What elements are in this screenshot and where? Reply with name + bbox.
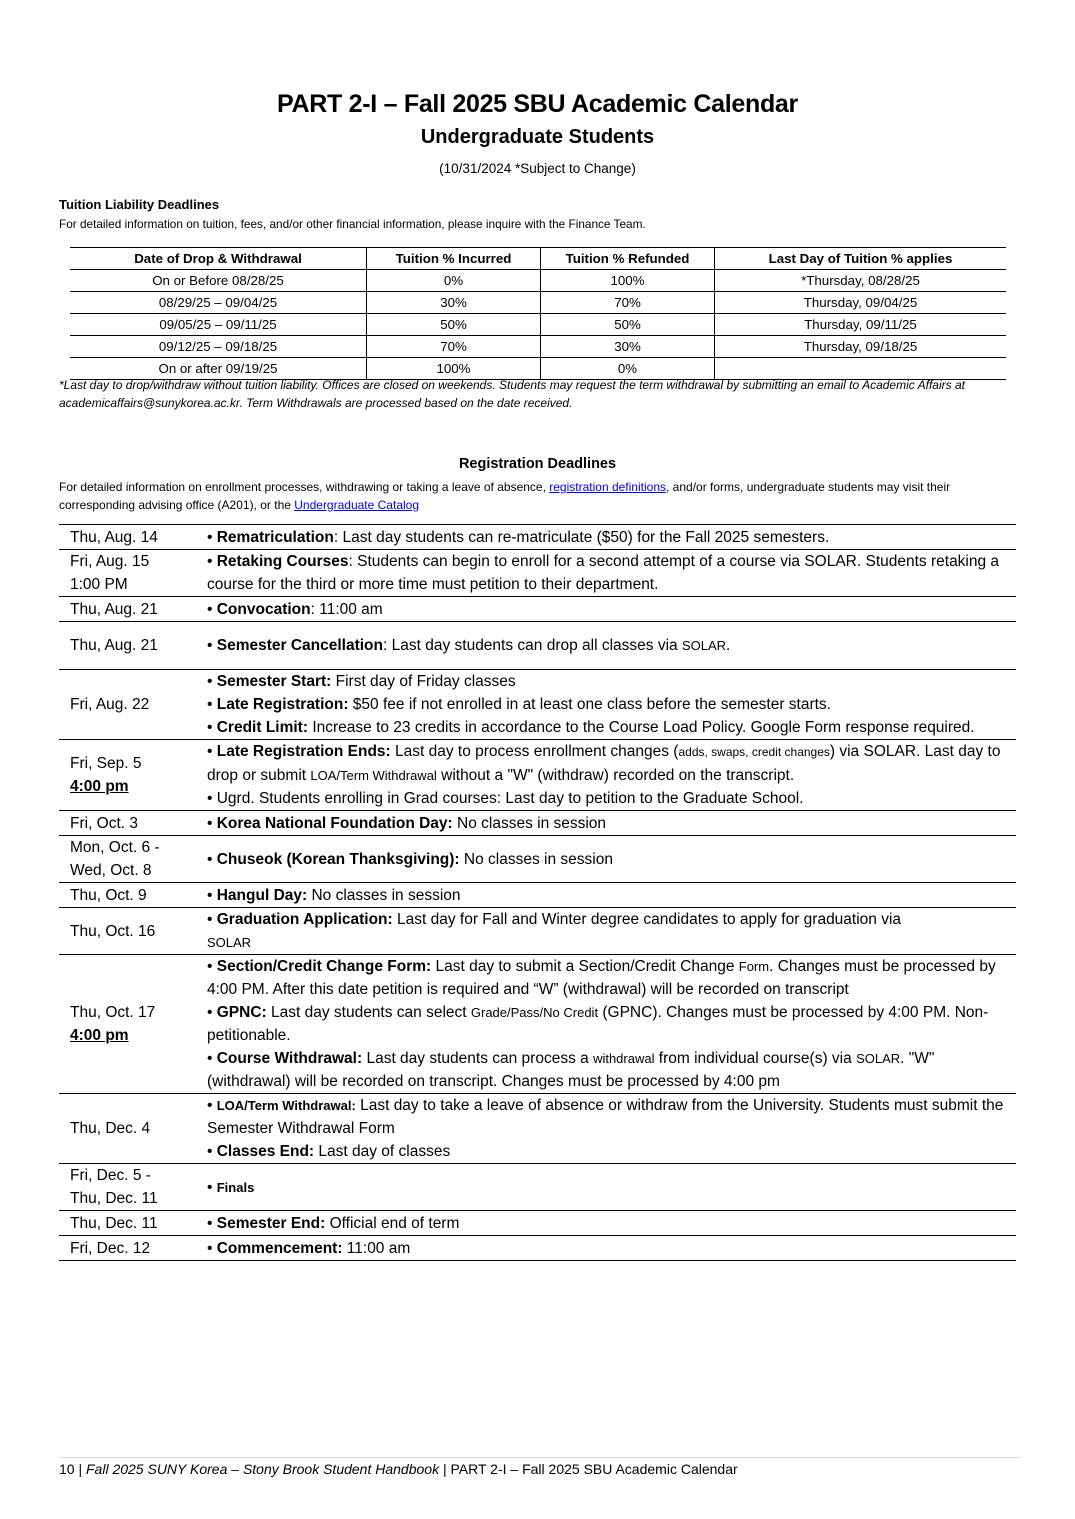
event-label: Commencement: (216, 1239, 343, 1257)
event-label: Semester End: (216, 1214, 326, 1232)
time-text: 4:00 pm (70, 1027, 129, 1044)
event-text-small: adds, swaps, credit changes (678, 745, 830, 759)
event-text-small: LOA/Term Withdrawal (310, 768, 437, 783)
cell: 50% (367, 314, 541, 336)
desc-cell: • Commencement: 11:00 am (207, 1236, 1016, 1261)
event-text: Ugrd. Students enrolling in Grad courses: Last day to petition to the Graduate School. (216, 790, 804, 807)
event-text-small: SOLAR (856, 1051, 901, 1066)
desc-cell: • Semester Start: First day of Friday classes • Late Registration: $50 fee if not enrolled in at least one class before the semester starts. • Credit Limit: Increase to 23 credits in accordance to the Course Load Policy. Google Form response required. (207, 670, 1016, 740)
handbook-title: Fall 2025 SUNY Korea – Stony Brook Student Handbook (86, 1461, 440, 1477)
event-text: No classes in session (452, 814, 607, 832)
date-cell (59, 836, 207, 883)
cell: Thursday, 09/11/25 (715, 314, 1007, 336)
revision-note: (10/31/2024 *Subject to Change) (439, 161, 636, 176)
calendar-row (59, 740, 1016, 811)
date-text: Fri, Aug. 15 (70, 553, 150, 570)
desc-cell: • LOA/Term Withdrawal: Last day to take a leave of absence or withdraw from the University. Students must submit the Semester Withdrawal Form • Classes End: Last day of classes (207, 1094, 1016, 1164)
event-text: Last day students can process a (362, 1050, 594, 1067)
desc-cell: • Convocation: 11:00 am (207, 597, 1016, 622)
date-cell: Thu, Oct. 9 (59, 883, 207, 908)
page-subtitle: Undergraduate Students (420, 126, 655, 148)
event-text-small: withdrawal (593, 1051, 655, 1066)
date-text: Wed, Oct. 8 (70, 862, 152, 879)
cell: 09/12/25 – 09/18/25 (70, 336, 367, 358)
event-text-small: Form (738, 959, 770, 974)
date-text: Thu, Dec. 11 (70, 1190, 158, 1207)
table-row (70, 270, 1006, 292)
time-text: 4:00 pm (70, 778, 129, 795)
registration-description (59, 478, 1021, 514)
event-text-small: Grade/Pass/No Credit (470, 1005, 599, 1020)
event-text: without a "W" (withdraw) recorded on the transcript. (436, 767, 795, 784)
date-text: Fri, Sep. 5 (70, 755, 142, 772)
calendar-row (59, 550, 1016, 597)
undergraduate-catalog-link[interactable]: Undergraduate Catalog (294, 498, 420, 512)
tuition-table (70, 247, 1006, 380)
event-label: Retaking Courses (216, 553, 349, 570)
event-label: Convocation (216, 600, 311, 618)
date-cell: Fri, Aug. 22 (59, 670, 207, 740)
event-text: : Last day students can drop all classes via (383, 637, 682, 654)
calendar-row (59, 811, 1016, 836)
desc-cell: • Late Registration Ends: Last day to process enrollment changes (adds, swaps, credit changes) via SOLAR. Last day to drop or submit LOA/Term Withdrawal without a "W" (withdraw) recorded on the transcript. • Ugrd. Students enrolling in Grad courses: Last day to petition to the Graduate School. (207, 740, 1016, 811)
desc-cell: • Semester Cancellation: Last day students can drop all classes via SOLAR. (207, 622, 1016, 670)
page-title: PART 2-I – Fall 2025 SBU Academic Calendar (277, 90, 798, 118)
tuition-header-row (70, 248, 1006, 270)
event-label: Late Registration Ends: (216, 743, 391, 760)
cell: *Thursday, 08/28/25 (715, 270, 1007, 292)
cell: 30% (541, 336, 715, 358)
calendar-row (59, 908, 1016, 955)
desc-text: , and/or forms, undergraduate students may visit their corresponding advising office (A201), or the (59, 480, 951, 512)
date-cell: Thu, Aug. 21 (59, 597, 207, 622)
date-cell: Thu, Dec. 11 (59, 1211, 207, 1236)
desc-cell: • Retaking Courses: Students can begin to enroll for a second attempt of a course via SOLAR. Students retaking a course for the third or more time must petition to their department. (207, 550, 1016, 597)
date-text: Fri, Dec. 5 - (70, 1167, 151, 1184)
section-title: PART 2-I – Fall 2025 SBU Academic Calendar (450, 1461, 738, 1477)
registration-calendar-table (59, 524, 1016, 1261)
date-cell: Thu, Dec. 4 (59, 1094, 207, 1164)
event-text-small: SOLAR (681, 638, 727, 653)
desc-cell: • Hangul Day: No classes in session (207, 883, 1016, 908)
event-label: Credit Limit: (216, 719, 309, 736)
event-text: Last day for Fall and Winter degree candidates to apply for graduation via (392, 911, 902, 928)
event-label: Finals (216, 1179, 255, 1195)
cell: 0% (367, 270, 541, 292)
date-cell (59, 955, 207, 1094)
registration-definitions-link[interactable]: registration definitions (549, 480, 666, 494)
cell: 09/05/25 – 09/11/25 (70, 314, 367, 336)
col-refunded: Tuition % Refunded (541, 248, 715, 270)
event-label: Section/Credit Change Form: (216, 958, 432, 975)
date-cell: Fri, Oct. 3 (59, 811, 207, 836)
table-row (70, 314, 1006, 336)
event-text: Increase to 23 credits in accordance to the Course Load Policy. Google Form response required. (308, 719, 975, 736)
registration-heading: Registration Deadlines (458, 456, 617, 472)
event-text: (GPNC). Changes must be processed by 4:00 PM. Non-petitionable. (207, 1004, 989, 1044)
event-text: . Changes must be processed by 4:00 PM. After this date petition is required and “W” (withdrawal) will be recorded on transcript (207, 958, 996, 998)
event-text: : Students can begin to enroll for a second attempt of a course via SOLAR. Students retaking a course for the third or more time must petition to their department. (207, 553, 1000, 593)
date-cell (59, 550, 207, 597)
event-text: : Last day students can re-matriculate ($50) for the Fall 2025 semesters. (333, 528, 830, 546)
event-label: Course Withdrawal: (216, 1050, 363, 1067)
cell: On or after 09/19/25 (70, 358, 367, 380)
calendar-row (59, 670, 1016, 740)
cell: 30% (367, 292, 541, 314)
event-label: Semester Cancellation (216, 637, 383, 654)
cell: Thursday, 09/18/25 (715, 336, 1007, 358)
desc-text: For detailed information on enrollment processes, withdrawing or taking a leave of absence, (59, 480, 550, 494)
event-label: GPNC: (216, 1004, 267, 1021)
date-cell: Thu, Oct. 16 (59, 908, 207, 955)
event-text: ) via SOLAR. Last day to drop or submit (207, 743, 1001, 784)
footer-divider (59, 1457, 1021, 1458)
cell: 100% (367, 358, 541, 380)
event-text: . "W" (withdrawal) will be recorded on transcript. Changes must be processed by 4:00 pm (207, 1050, 935, 1090)
calendar-row (59, 883, 1016, 908)
event-text: Last day to process enrollment changes ( (390, 743, 679, 760)
cell: On or Before 08/28/25 (70, 270, 367, 292)
tuition-footnote: *Last day to drop/withdraw without tuition liability. Offices are closed on weekends. Students may request the term withdrawal by submitting an email to Academic Affairs at academicaffairs@sunykorea.ac.kr. Term Withdrawals are processed based on the date received. (59, 378, 965, 410)
event-text: Last day to take a leave of absence or withdraw from the University. Students must submit the Semester Withdrawal Form (207, 1097, 1004, 1137)
table-row (70, 292, 1006, 314)
date-text: Mon, Oct. 6 - (70, 839, 160, 856)
event-text: No classes in session (459, 850, 613, 868)
event-label: Graduation Application: (216, 911, 393, 928)
cell: 70% (367, 336, 541, 358)
event-text: Official end of term (325, 1214, 460, 1232)
date-cell: Thu, Aug. 14 (59, 525, 207, 550)
calendar-row (59, 525, 1016, 550)
calendar-row (59, 1164, 1016, 1211)
date-cell: Fri, Dec. 12 (59, 1236, 207, 1261)
desc-cell: • Semester End: Official end of term (207, 1211, 1016, 1236)
event-label: Chuseok (Korean Thanksgiving): (216, 850, 460, 868)
event-label: Classes End: (216, 1143, 315, 1160)
date-text: Thu, Oct. 17 (70, 1004, 156, 1021)
calendar-row (59, 597, 1016, 622)
event-label: Rematriculation (216, 528, 334, 546)
event-text: $50 fee if not enrolled in at least one class before the semester starts. (348, 696, 831, 713)
event-text: Last day to submit a Section/Credit Change (431, 958, 739, 975)
col-last-day: Last Day of Tuition % applies (715, 248, 1007, 270)
event-text: from individual course(s) via (654, 1050, 857, 1067)
desc-cell: • Chuseok (Korean Thanksgiving): No classes in session (207, 836, 1016, 883)
event-text: Last day students can select (266, 1004, 471, 1021)
event-text-small: SOLAR (207, 935, 252, 950)
calendar-row (59, 1211, 1016, 1236)
page-number: 10 (59, 1461, 75, 1477)
cell: 70% (541, 292, 715, 314)
event-label: Hangul Day: (216, 886, 308, 904)
date-cell (59, 740, 207, 811)
desc-cell: • Rematriculation: Last day students can re-matriculate ($50) for the Fall 2025 semesters. (207, 525, 1016, 550)
cell: 08/29/25 – 09/04/25 (70, 292, 367, 314)
time-text: 1:00 PM (70, 576, 128, 593)
event-text: Last day of classes (314, 1143, 451, 1160)
cell: 0% (541, 358, 715, 380)
event-text: First day of Friday classes (331, 673, 516, 690)
tuition-description: For detailed information on tuition, fees, and/or other financial information, please inquire with the Finance Team. (59, 217, 646, 231)
desc-cell: • Section/Credit Change Form: Last day to submit a Section/Credit Change Form. Changes must be processed by 4:00 PM. After this date petition is required and “W” (withdrawal) will be recorded on transcript • GPNC: Last day students can select Grade/Pass/No Credit (GPNC). Changes must be processed by 4:00 PM. Non-petitionable. • Course Withdrawal: Last day students can process a withdrawal from individual course(s) via SOLAR. "W" (withdrawal) will be recorded on transcript. Changes must be processed by 4:00 pm (207, 955, 1016, 1094)
event-label: LOA/Term Withdrawal: (216, 1098, 356, 1113)
event-text: . (726, 637, 731, 654)
calendar-row (59, 955, 1016, 1094)
calendar-row (59, 836, 1016, 883)
event-text: : 11:00 am (310, 600, 383, 618)
desc-cell: • Korea National Foundation Day: No classes in session (207, 811, 1016, 836)
event-label: Late Registration: (216, 696, 349, 713)
event-label: Korea National Foundation Day: (216, 814, 453, 832)
desc-cell: • Graduation Application: Last day for Fall and Winter degree candidates to apply for graduation via SOLAR (207, 908, 1016, 955)
date-cell: Thu, Aug. 21 (59, 622, 207, 670)
cell: 50% (541, 314, 715, 336)
calendar-row (59, 1094, 1016, 1164)
tuition-heading: Tuition Liability Deadlines (59, 197, 220, 212)
cell: Thursday, 09/04/25 (715, 292, 1007, 314)
calendar-row (59, 1236, 1016, 1261)
event-text: No classes in session (307, 886, 461, 904)
calendar-row (59, 622, 1016, 670)
col-incurred: Tuition % Incurred (367, 248, 541, 270)
cell: 100% (541, 270, 715, 292)
event-text: 11:00 am (342, 1239, 411, 1257)
page-footer: 10 | Fall 2025 SUNY Korea – Stony Brook Student Handbook | PART 2-I – Fall 2025 SBU Academic Calendar (59, 1461, 738, 1477)
col-date: Date of Drop & Withdrawal (70, 248, 367, 270)
event-label: Semester Start: (216, 673, 332, 690)
desc-cell: • Finals (207, 1164, 1016, 1211)
date-cell (59, 1164, 207, 1211)
table-row (70, 336, 1006, 358)
